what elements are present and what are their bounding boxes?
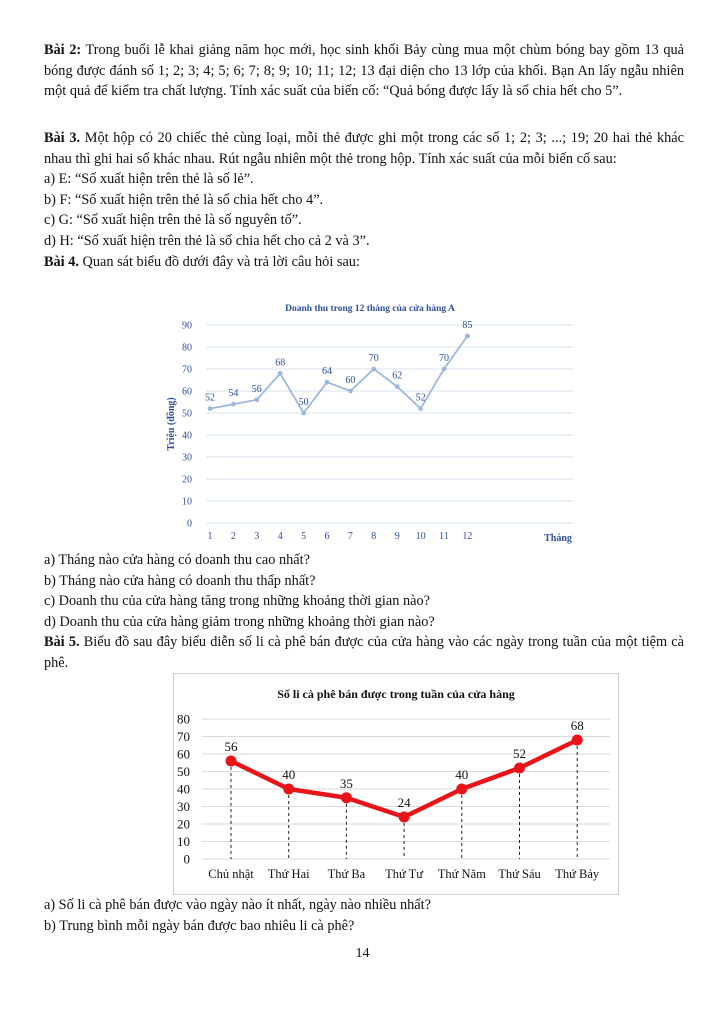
y-tick-label: 60 [182,386,192,398]
y-tick-label: 20 [182,474,192,486]
data-point [301,411,306,416]
x-tick-label: 1 [207,531,213,542]
exercise-3-title: Bài 3. [44,130,81,146]
data-label: 52 [415,392,426,404]
data-point [456,784,467,795]
chart-title: Số li cà phê bán được trong tuần của cửa hàng [277,687,515,701]
x-tick-label: 12 [462,531,473,542]
exercise-3-text: Bài 3. Một hộp có 20 chiếc thẻ cùng loại, mỗi thẻ được ghi một trong các số 1; 2; 3; ...; 19; 20 hai thẻ khác nhau thì ghi hai số khác nhau. Rút ngẫu nhiên một thẻ trong hộp. Tính xác suất của mỗi biến cố sau: [44,130,684,167]
data-point [514,763,525,774]
data-label: 85 [462,320,473,331]
y-tick-label: 50 [177,764,190,779]
x-axis-label: Tháng [544,533,572,544]
data-point [341,792,352,803]
y-tick-label: 40 [182,430,192,442]
coffee-chart-svg [174,674,618,894]
exercise-4-question: b) Tháng nào cửa hàng có doanh thu thấp nhất? [44,572,316,589]
exercise-3-item: b) F: “Số xuất hiện trên thẻ là số chia hết cho 4”. [44,191,324,208]
exercise-3-item: c) G: “Số xuất hiện trên thẻ là số nguyên tố”. [44,212,302,229]
data-label: 35 [339,775,353,791]
y-tick-label: 60 [177,746,190,762]
y-tick-label: 0 [187,518,192,530]
data-point [572,735,583,746]
exercise-4-question: c) Doanh thu của cửa hàng tăng trong những khoảng thời gian nào? [44,593,430,610]
data-label: 70 [368,353,379,364]
y-tick-label: 70 [182,364,192,376]
y-axis-label: Triệu (đồng) [166,397,177,451]
y-tick-label: 70 [177,729,190,744]
exercise-2-title: Bài 2: [44,42,82,58]
x-tick-label: 11 [439,531,449,542]
coffee-chart [173,673,619,895]
y-tick-label: 10 [182,496,192,508]
data-label: 52 [513,746,526,761]
y-tick-label: 30 [177,799,190,814]
exercise-4-question: a) Tháng nào cửa hàng có doanh thu cao nhất? [44,552,310,568]
exercise-2-text: Bài 2: Trong buổi lễ khai giảng năm học mới, học sinh khối Bảy cùng mua một chùm bóng bay gồm 13 quả bóng được đánh số 1; 2; 3; 4; 5; 6; 7; 8; 9; 10; 11; 12; 13 đại diện cho 13 lớp của khối. Bạn An lấy ngẫu nhiên một quả để kiểm tra chất lượng. Tính xác suất của biến cố: “Quả bóng được lấy là số chia hết cho 5”. [44,42,684,100]
exercise-5-question: b) Trung bình mỗi ngày bán được bao nhiêu li cà phê? [44,917,355,934]
exercise-4-title: Bài 4. [44,253,79,270]
data-point [325,380,330,385]
data-point [231,402,236,407]
revenue-line [210,336,467,413]
x-tick-label: 2 [230,531,236,542]
x-tick-label: Thứ Sáu [498,867,541,881]
x-tick-label: 10 [415,531,426,542]
page-number: 14 [355,946,370,961]
data-label: 60 [345,375,356,386]
data-label: 62 [392,370,403,382]
x-tick-label: Thứ Bảy [555,867,600,881]
x-tick-label: 9 [394,531,400,542]
data-label: 24 [397,795,411,810]
data-label: 56 [251,383,262,395]
x-tick-label: 8 [371,531,377,542]
x-tick-label: Thứ Năm [437,867,486,881]
x-tick-label: Chủ nhật [208,867,254,881]
chart-title: Doanh thu trong 12 tháng của cửa hàng A [285,304,455,314]
data-point [371,367,376,372]
exercise-5-questions [44,895,684,936]
exercise-5-text: Bài 5. Biểu đồ sau đây biểu diễn số li cà phê bán được của cửa hàng vào các ngày trong tuần của một tiệm cà phê. [44,634,684,671]
data-label: 68 [275,357,286,369]
y-tick-label: 80 [177,711,190,727]
x-tick-label: Thứ Ba [327,867,366,881]
revenue-chart-svg [160,295,580,547]
data-label: 64 [322,366,332,378]
data-point [278,371,283,376]
data-point [208,406,213,411]
data-label: 40 [282,767,296,782]
data-point [465,334,470,339]
revenue-chart [160,295,580,547]
y-tick-label: 80 [182,342,192,354]
exercise-4-question: d) Doanh thu của cửa hàng giảm trong những khoảng thời gian nào? [44,613,435,630]
data-point [399,812,410,823]
y-tick-label: 30 [182,452,192,464]
x-tick-label: 3 [254,531,260,542]
x-tick-label: Thứ Tư [385,867,424,881]
y-tick-label: 10 [177,834,190,849]
y-tick-label: 50 [182,408,192,420]
exercise-5-question: a) Số li cà phê bán được vào ngày nào ít nhất, ngày nào nhiều nhất? [44,897,431,913]
data-label: 68 [570,718,584,733]
data-point [442,367,447,372]
data-point [226,756,237,767]
x-tick-label: 7 [347,531,353,542]
data-point [395,384,400,389]
exercise-4-questions [44,550,684,674]
data-label: 70 [439,353,449,364]
data-point [418,406,423,411]
exercise-3 [44,128,684,272]
y-tick-label: 0 [183,851,190,867]
exercise-3-item: a) E: “Số xuất hiện trên thẻ là số lẻ”. [44,171,254,188]
y-tick-label: 40 [177,781,190,797]
data-point [348,389,353,394]
data-label: 56 [224,739,238,754]
data-label: 40 [455,767,469,782]
exercise-4-intro: Bài 4. Quan sát biểu đồ dưới đây và trả lời câu hỏi sau: [44,253,360,270]
x-tick-label: Thứ Hai [267,867,310,881]
exercise-3-item: d) H: “Số xuất hiện trên thẻ là số chia hết cho cả 2 và 3”. [44,232,370,249]
x-tick-label: 4 [277,531,283,542]
data-point [254,397,259,402]
exercise-5-title: Bài 5. [44,634,80,651]
data-label: 52 [205,392,215,404]
y-tick-label: 90 [182,320,192,332]
data-point [283,784,294,795]
y-tick-label: 20 [177,816,190,832]
data-label: 54 [228,388,239,400]
x-tick-label: 5 [301,531,307,542]
data-label: 50 [298,397,309,408]
exercise-2 [44,40,684,102]
x-tick-label: 6 [324,531,330,542]
